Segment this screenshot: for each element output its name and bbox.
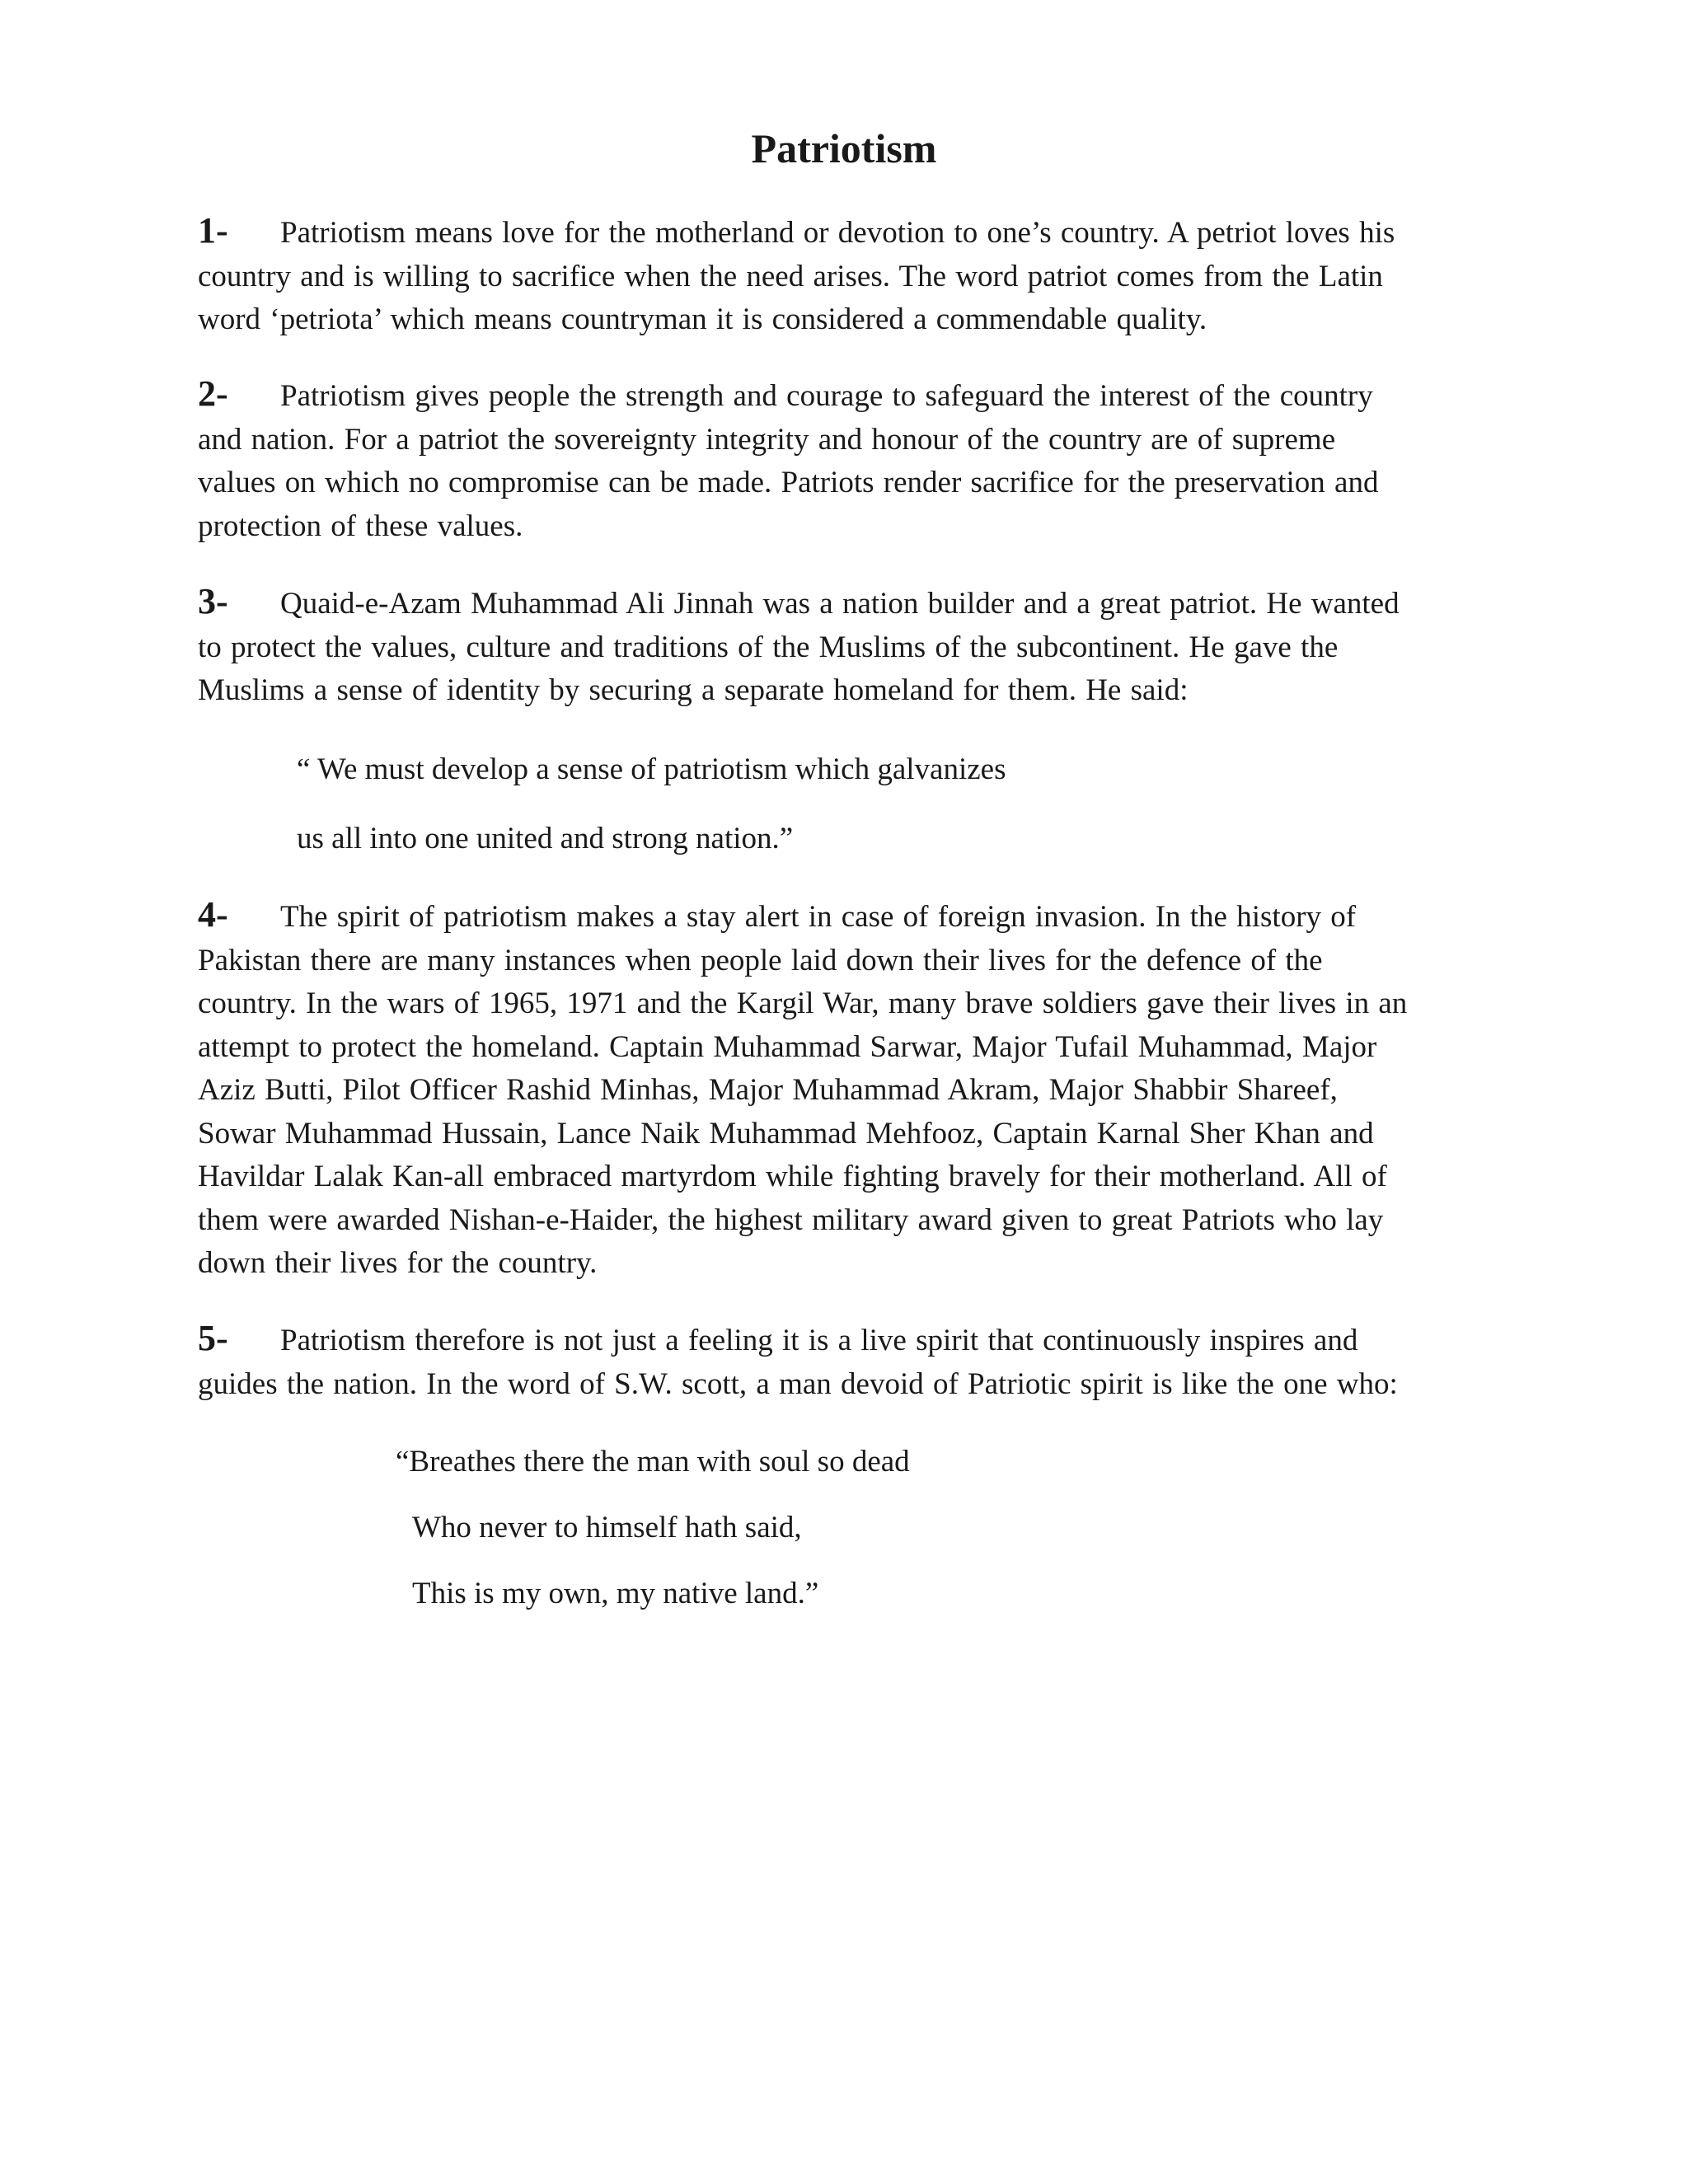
paragraph-line: and nation. For a patriot the sovereignty integrity and honour of the country are of supreme — [198, 422, 1336, 457]
paragraph-line: Pakistan there are many instances when people laid down their lives for the defence of the — [198, 943, 1323, 977]
paragraph-line: 4- The spirit of patriotism makes a stay alert in case of foreign invasion. In the history of — [198, 893, 1484, 940]
paragraph-line: 3- Quaid-e-Azam Muhammad Ali Jinnah was a nation builder and a great patriot. He wanted — [198, 580, 1484, 626]
poem-line: “Breathes there the man with soul so dead — [396, 1445, 910, 1479]
paragraph-number: 5- — [198, 1318, 228, 1358]
paragraph-line: down their lives for the country. — [198, 1246, 598, 1280]
paragraph-3 — [198, 580, 1484, 713]
paragraph-line: country and is willing to sacrifice when the need arises. The word patriot comes from the Latin — [198, 259, 1383, 293]
paragraph-line: Aziz Butti, Pilot Officer Rashid Minhas, Major Muhammad Akram, Major Shabbir Shareef, — [198, 1073, 1338, 1107]
paragraph-4 — [198, 893, 1484, 1286]
paragraph-line: Havildar Lalak Kan-all embraced martyrdom while fighting bravely for their motherland. All of — [198, 1160, 1387, 1193]
paragraph-line: 5- Patriotism therefore is not just a feeling it is a live spirit that continuously inspires and — [198, 1317, 1484, 1363]
paragraph-5 — [198, 1317, 1484, 1406]
paragraph-line: them were awarded Nishan-e-Haider, the highest military award given to great Patriots who lay — [198, 1202, 1384, 1237]
paragraph-line: to protect the values, culture and traditions of the Muslims of the subcontinent. He gave the — [198, 630, 1339, 664]
quote-line: “ We must develop a sense of patriotism which galvanizes — [297, 752, 1006, 786]
paragraph-line: Muslims a sense of identity by securing a separate homeland for them. He said: — [198, 673, 1189, 707]
paragraph-number: 3- — [198, 581, 228, 621]
paragraph-line: Sowar Muhammad Hussain, Lance Naik Muhammad Mehfooz, Captain Karnal Sher Khan and — [198, 1116, 1374, 1151]
paragraph-number: 2- — [198, 373, 228, 414]
poem-line: This is my own, my native land.” — [412, 1577, 819, 1610]
paragraph-line: guides the nation. In the word of S.W. scott, a man devoid of Patriotic spirit is like the one who: — [198, 1366, 1398, 1401]
page-title: Patriotism — [751, 125, 937, 171]
paragraph-number: 1- — [198, 210, 228, 251]
quote-line: us all into one united and strong nation.” — [297, 822, 794, 855]
paragraph-number: 4- — [198, 894, 228, 935]
paragraph-line: attempt to protect the homeland. Captain Muhammad Sarwar, Major Tufail Muhammad, Major — [198, 1029, 1377, 1064]
paragraph-line: 1- Patriotism means love for the motherland or devotion to one’s country. A petriot loves his — [198, 209, 1484, 255]
paragraph-line: values on which no compromise can be made. Patriots render sacrifice for the preservation and — [198, 466, 1379, 499]
paragraph-line: word ‘petriota’ which means countryman it is considered a commendable quality. — [198, 302, 1207, 336]
paragraph-line: protection of these values. — [198, 509, 523, 543]
paragraph-line: country. In the wars of 1965, 1971 and the Kargil War, many brave soldiers gave their lives in an — [198, 987, 1408, 1020]
poem-line: Who never to himself hath said, — [412, 1511, 802, 1544]
paragraph-line: 2- Patriotism gives people the strength and courage to safeguard the interest of the country — [198, 373, 1484, 419]
paragraph-2 — [198, 373, 1484, 548]
paragraph-1 — [198, 209, 1484, 342]
